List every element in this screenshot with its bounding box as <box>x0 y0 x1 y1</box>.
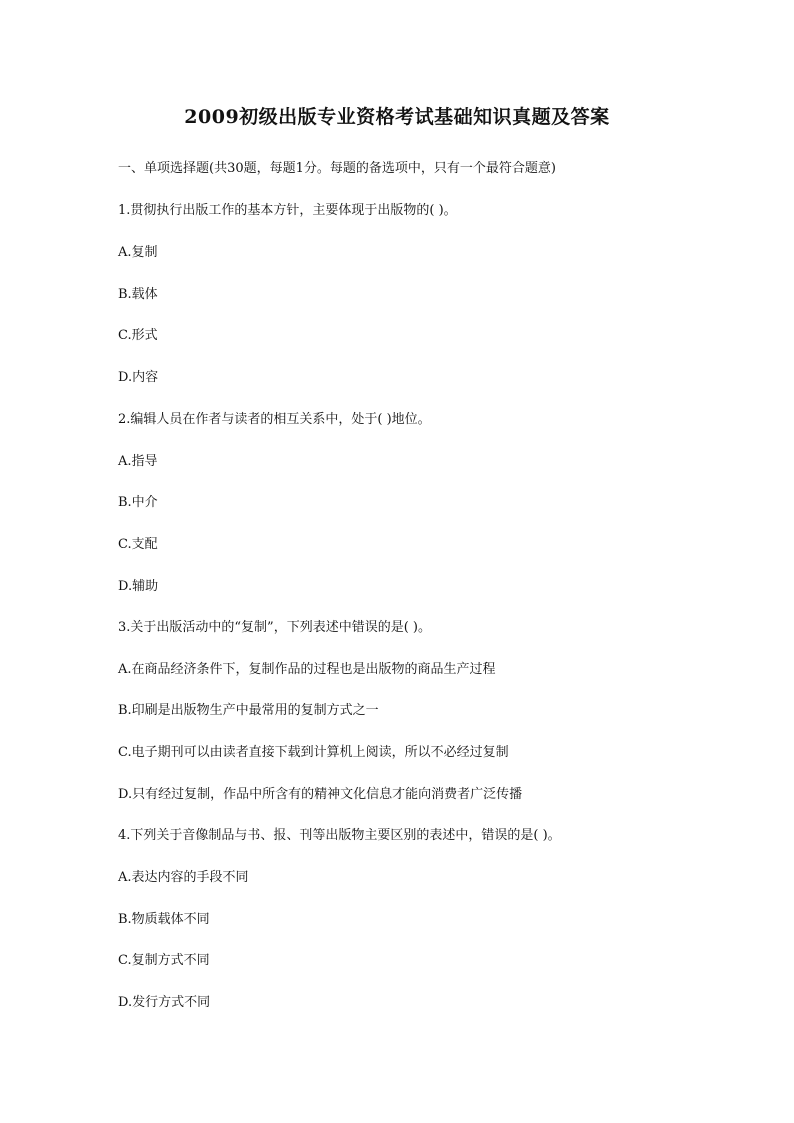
question-2-option-b: B.中介 <box>118 495 158 510</box>
question-4-option-c: C.复制方式不同 <box>118 953 210 968</box>
question-2-option-a: A.指导 <box>118 454 158 469</box>
question-1-option-d: D.内容 <box>118 370 159 385</box>
question-3-option-b: B.印刷是出版物生产中最常用的复制方式之一 <box>118 703 379 718</box>
question-1-option-c: C.形式 <box>118 328 158 343</box>
question-3-option-a: A.在商品经济条件下，复制作品的过程也是出版物的商品生产过程 <box>118 662 496 677</box>
question-3-option-d: D.只有经过复制，作品中所含有的精神文化信息才能向消费者广泛传播 <box>118 787 523 802</box>
question-3-option-c: C.电子期刊可以由读者直接下载到计算机上阅读，所以不必经过复制 <box>118 745 509 760</box>
question-3-stem: 3.关于出版活动中的“复制”，下列表述中错误的是( )。 <box>118 620 431 635</box>
question-4-option-b: B.物质载体不同 <box>118 912 210 927</box>
question-1-option-b: B.载体 <box>118 287 158 302</box>
question-2-option-d: D.辅助 <box>118 579 159 594</box>
question-4-option-d: D.发行方式不同 <box>118 995 211 1010</box>
question-1-stem: 1.贯彻执行出版工作的基本方针，主要体现于出版物的( )。 <box>118 203 457 218</box>
document-title: 2009初级出版专业资格考试基础知识真题及答案 <box>184 106 610 128</box>
question-4-option-a: A.表达内容的手段不同 <box>118 870 249 885</box>
question-1-option-a: A.复制 <box>118 245 158 260</box>
section-heading: 一、单项选择题(共30题，每题1分。每题的备选项中，只有一个最符合题意) <box>118 161 556 176</box>
question-4-stem: 4.下列关于音像制品与书、报、刊等出版物主要区别的表述中，错误的是( )。 <box>118 828 561 843</box>
question-2-option-c: C.支配 <box>118 537 158 552</box>
question-2-stem: 2.编辑人员在作者与读者的相互关系中，处于( )地位。 <box>118 412 431 427</box>
